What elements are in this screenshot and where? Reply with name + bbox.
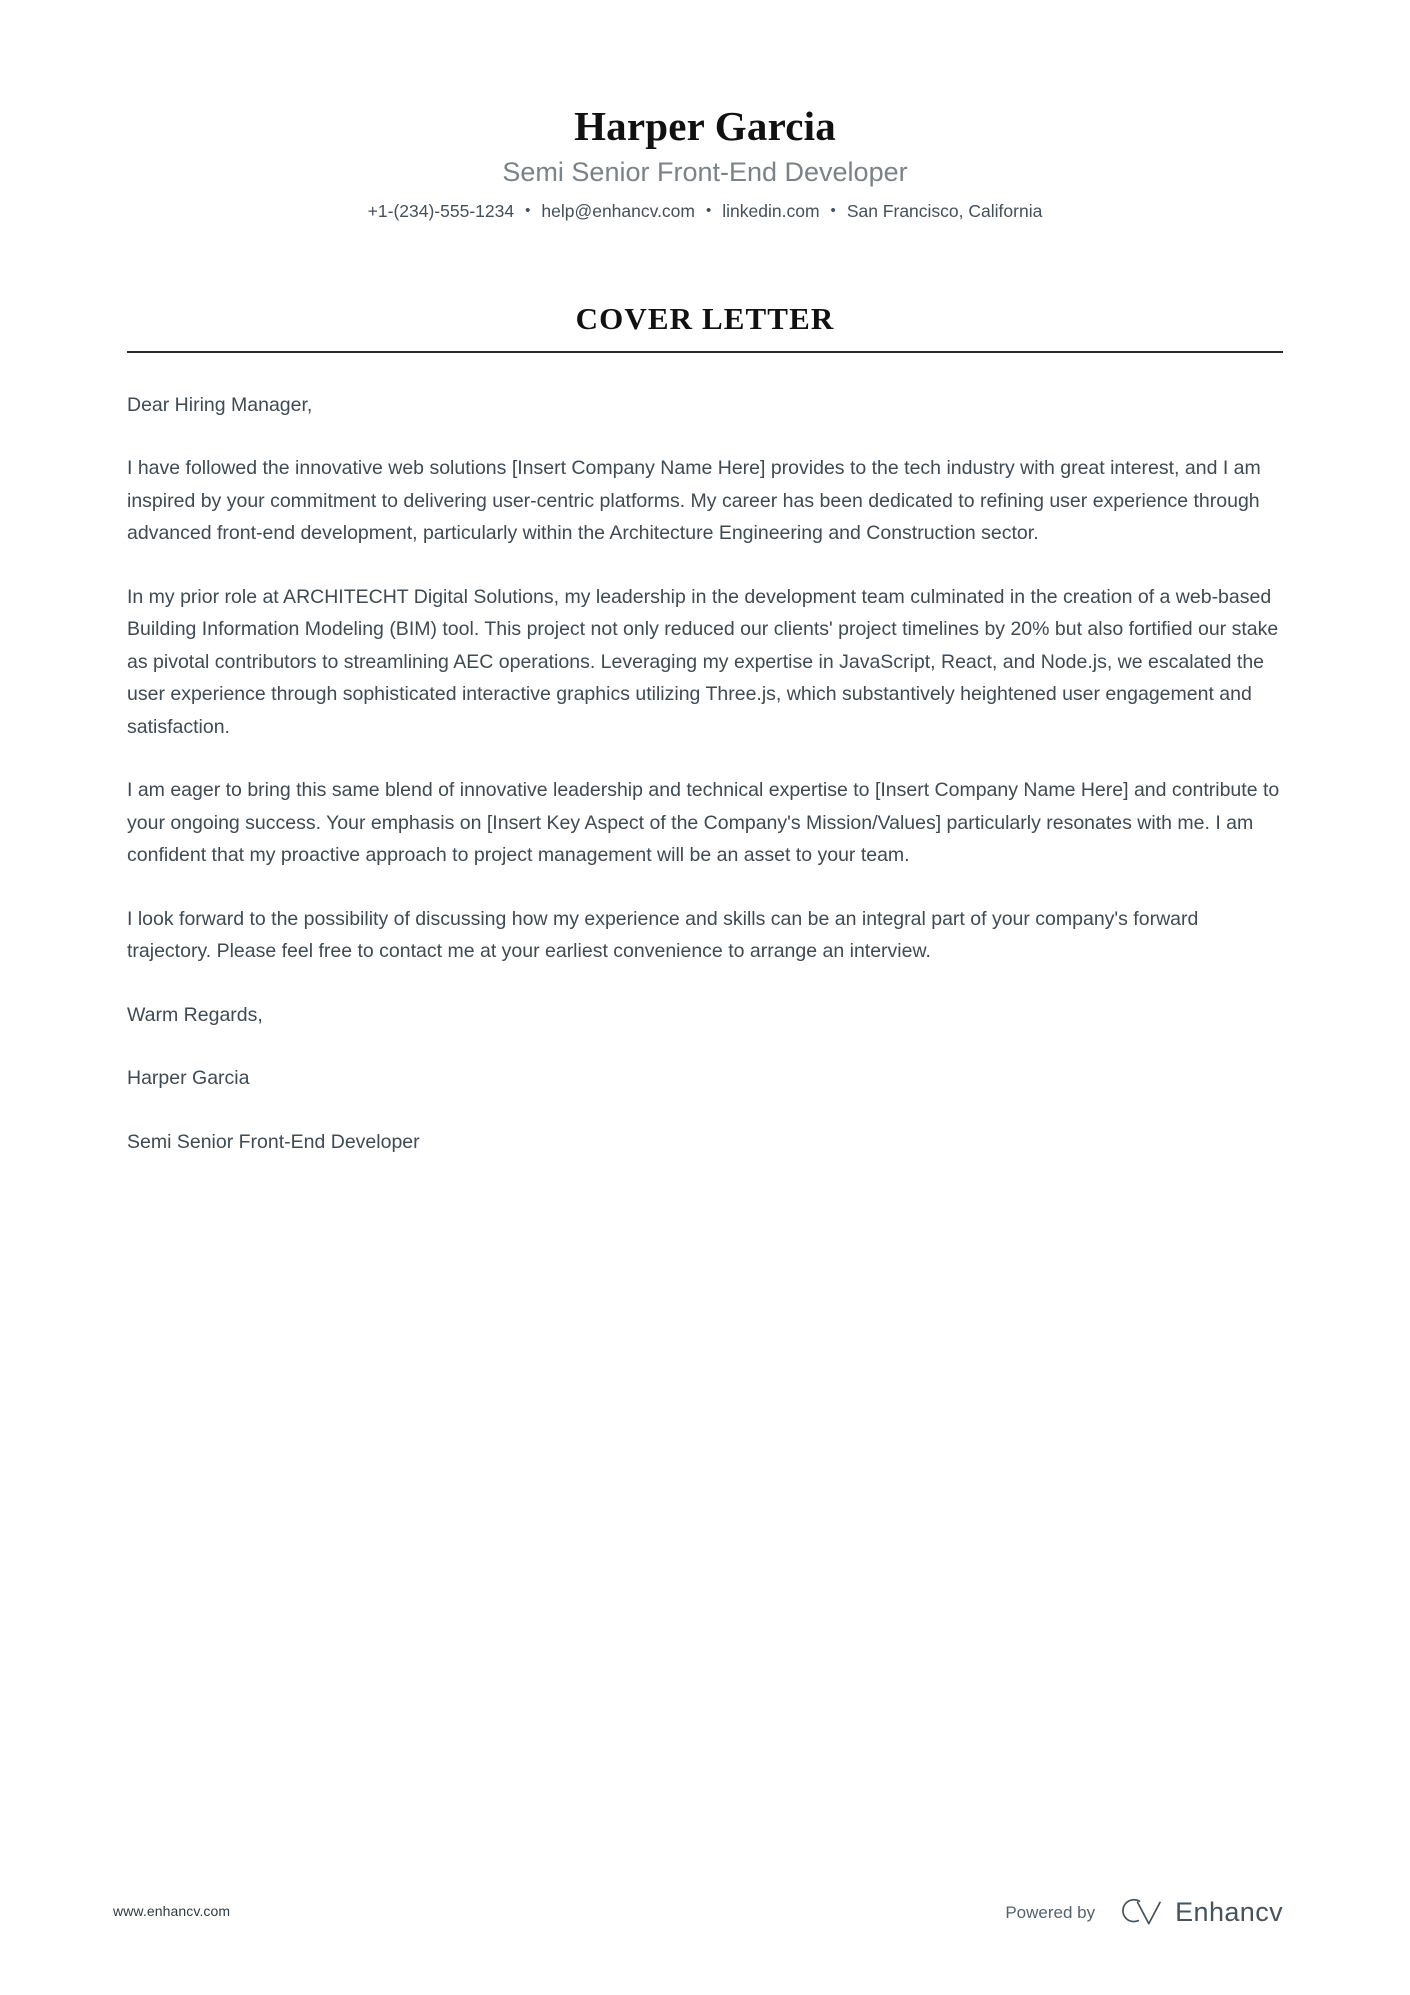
contact-linkedin[interactable]: linkedin.com	[722, 201, 820, 221]
letter-body	[0, 389, 1410, 1159]
contact-separator-icon: •	[525, 202, 531, 220]
letter-closing: Warm Regards,	[127, 1003, 263, 1026]
letter-paragraph: I look forward to the possibility of discussing how my experience and skills can be an integral part of your company's forward trajectory. Please feel free to contact me at your earliest convenience to arrange an interview.	[127, 907, 1199, 963]
cover-letter-section-header	[0, 301, 1410, 353]
document-footer	[0, 1875, 1410, 1995]
letter-paragraph: In my prior role at ARCHITECHT Digital Solutions, my leadership in the development team culminated in the creation of a web-based Building Information Modeling (BIM) tool. This project not only reduced our clients' project timelines by 20% but also fortified our stake as pivotal contributors to streamlining AEC operations. Leveraging my expertise in JavaScript, React, and Node.js, we escalated the user experience through sophisticated interactive graphics utilizing Three.js, which substantively heightened user engagement and satisfaction.	[127, 585, 1279, 738]
contact-separator-icon: •	[830, 202, 836, 220]
section-title: COVER LETTER	[575, 300, 835, 336]
candidate-name: Harper Garcia	[574, 103, 836, 149]
document-header	[0, 0, 1410, 224]
powered-by-label: Powered by	[1005, 1902, 1096, 1922]
footer-branding	[1005, 1875, 1283, 1928]
signature-name: Harper Garcia	[127, 1067, 250, 1090]
letter-paragraph: I have followed the innovative web solutions [Insert Company Name Here] provides to the tech industry with great interest, and I am inspired by your commitment to delivering user-centric platforms. My career has been dedicated to refining user experience through advanced front-end development, particularly within the Architecture Engineering and Construction sector.	[127, 457, 1261, 545]
signature-title: Semi Senior Front-End Developer	[127, 1130, 420, 1153]
footer-website-url[interactable]: www.enhancv.com	[113, 1903, 231, 1919]
letter-paragraph: I am eager to bring this same blend of innovative leadership and technical expertise to [Insert Company Name Here] and contribute to your ongoing success. Your emphasis on [Insert Key Aspect of the Company's Mission/Values] particularly resonates with me. I am confident that my proactive approach to project management will be an asset to your team.	[127, 779, 1280, 867]
enhancv-wordmark: Enhancv	[1175, 1897, 1283, 1927]
letter-salutation: Dear Hiring Manager,	[127, 393, 313, 416]
contact-phone: +1-(234)-555-1234	[367, 201, 515, 221]
candidate-job-title: Semi Senior Front-End Developer	[502, 156, 908, 187]
contact-email[interactable]: help@enhancv.com	[541, 201, 695, 221]
enhancv-logo-icon	[1117, 1898, 1175, 1928]
contact-line	[0, 200, 1410, 224]
section-divider	[127, 351, 1283, 353]
contact-separator-icon: •	[706, 202, 712, 220]
contact-location: San Francisco, California	[846, 201, 1043, 221]
